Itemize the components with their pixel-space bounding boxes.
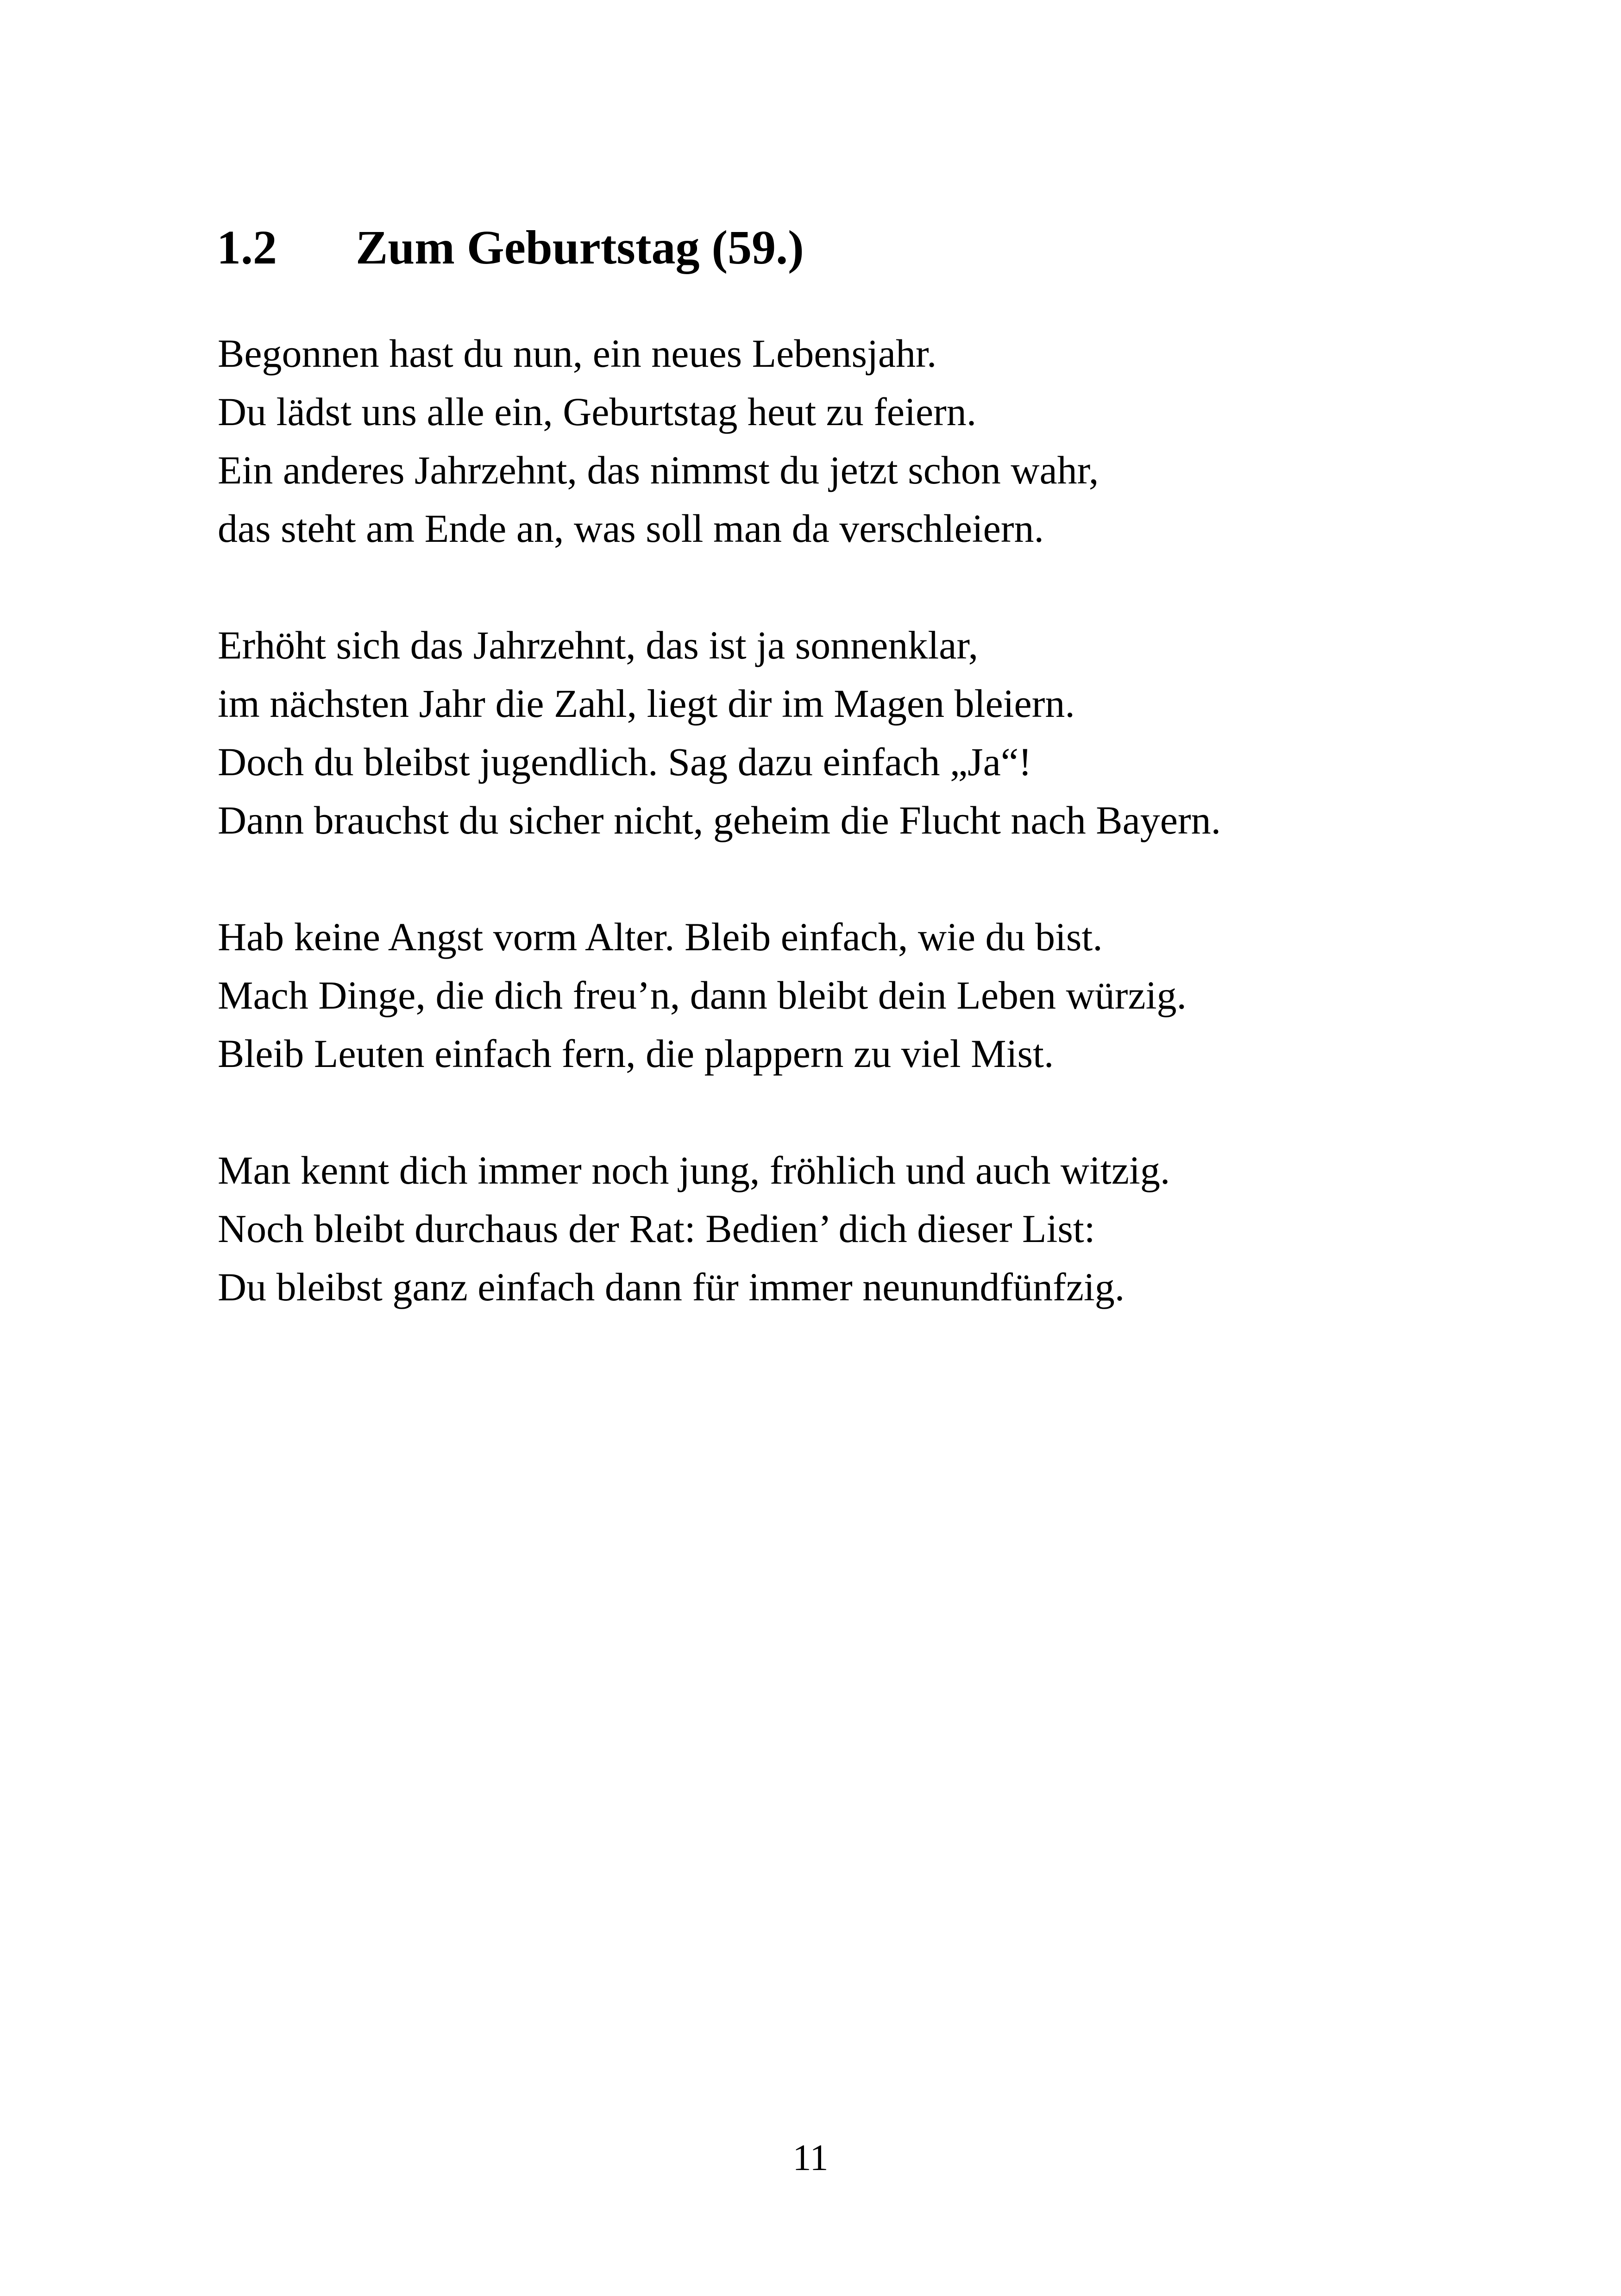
poem-line: Begonnen hast du nun, ein neues Lebensjahr.	[218, 331, 937, 376]
poem-line: im nächsten Jahr die Zahl, liegt dir im Magen bleiern.	[218, 681, 1075, 726]
poem-line: Mach Dinge, die dich freu’n, dann bleibt dein Leben würzig.	[218, 973, 1187, 1017]
poem-line: Erhöht sich das Jahrzehnt, das ist ja sonnenklar,	[218, 623, 979, 667]
poem-line: Ein anderes Jahrzehnt, das nimmst du jetzt schon wahr,	[218, 448, 1099, 492]
poem-line: Man kennt dich immer noch jung, fröhlich und auch witzig.	[218, 1148, 1170, 1192]
stanza-1	[218, 324, 1221, 558]
poem	[218, 324, 1221, 1316]
page-number: 11	[792, 2138, 829, 2178]
poem-line: Du lädst uns alle ein, Geburtstag heut zu feiern.	[218, 389, 977, 434]
poem-line: Doch du bleibst jugendlich. Sag dazu einfach „Ja“!	[218, 740, 1032, 784]
stanza-2	[218, 616, 1221, 849]
poem-line: Hab keine Angst vorm Alter. Bleib einfach, wie du bist.	[218, 915, 1103, 959]
section-number: 1.2	[217, 221, 277, 274]
poem-line: Dann brauchst du sicher nicht, geheim die Flucht nach Bayern.	[218, 798, 1221, 842]
poem-line: das steht am Ende an, was soll man da verschleiern.	[218, 506, 1044, 551]
poem-line: Du bleibst ganz einfach dann für immer neunundfünfzig.	[218, 1265, 1125, 1309]
section-title: Zum Geburtstag (59.)	[356, 221, 804, 274]
stanza-3	[218, 908, 1221, 1083]
poem-line: Noch bleibt durchaus der Rat: Bedien’ dich dieser List:	[218, 1206, 1095, 1251]
section-heading	[217, 218, 804, 278]
stanza-4	[218, 1141, 1221, 1316]
poem-line: Bleib Leuten einfach fern, die plappern zu viel Mist.	[218, 1031, 1054, 1076]
